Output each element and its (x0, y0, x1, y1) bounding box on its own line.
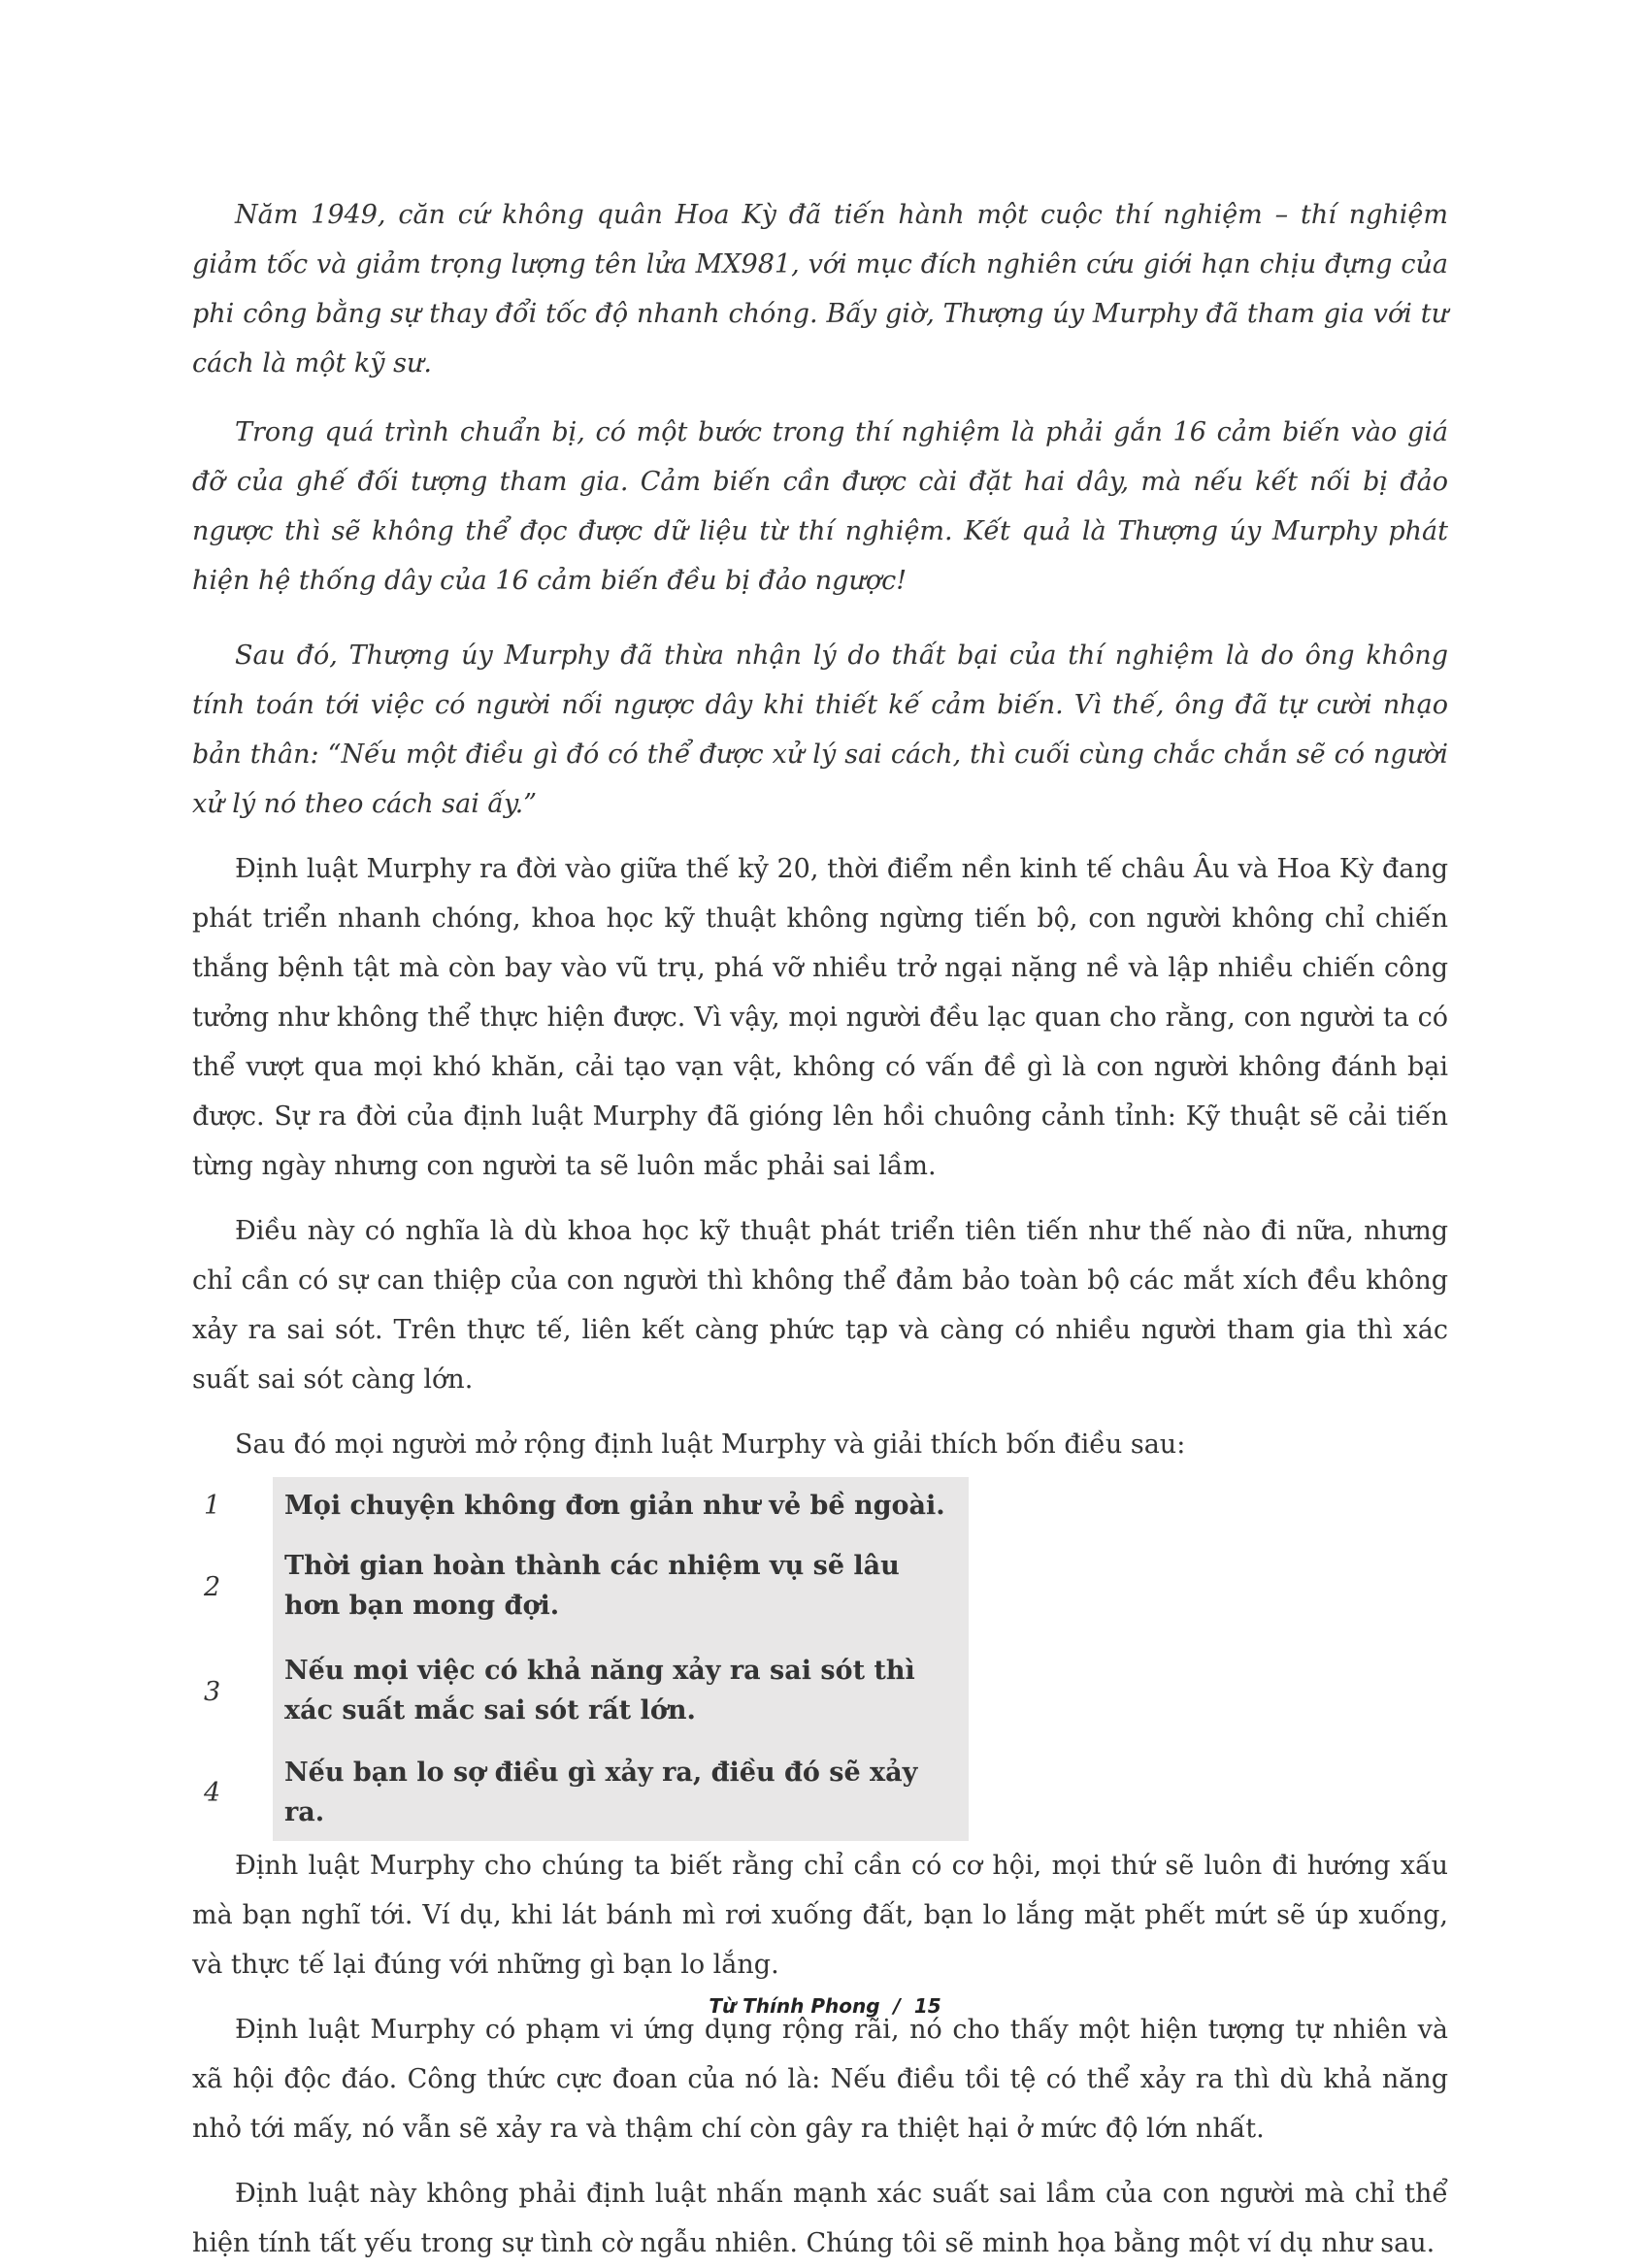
paragraph-intro-3: Sau đó, Thượng úy Murphy đã thừa nhận lý do thất bại của thí nghiệm là do ông không tính toán tới việc có người nối ngược dây khi thiết kế cảm biến. Vì thế, ông đã tự cười nhạo bản thân: “Nếu một điều gì đó có thể được xử lý sai cách, thì cuối cùng chắc chắn sẽ có người xử lý nó theo cách sai ấy.” (192, 641, 1448, 819)
paragraph-body-1: Định luật Murphy ra đời vào giữa thế kỷ 20, thời điểm nền kinh tế châu Âu và Hoa Kỳ đang phát triển nhanh chóng, khoa học kỹ thuật không ngừng tiến bộ, con người không chỉ chiến thắng bệnh tật mà còn bay vào vũ trụ, phá vỡ nhiều trở ngại nặng nề và lập nhiều chiến công tưởng như không thể thực hiện được. Vì vậy, mọi người đều lạc quan cho rằng, con người ta có thể vượt qua mọi khó khăn, cải tạo vạn vật, không có vấn đề gì là con người không đánh bại được. Sự ra đời của định luật Murphy đã gióng lên hồi chuông cảnh tỉnh: Kỹ thuật sẽ cải tiến từng ngày nhưng con người ta sẽ luôn mắc phải sai lầm. (192, 854, 1448, 1181)
list-item-text: Mọi chuyện không đơn giản như vẻ bề ngoài. (270, 1477, 969, 1534)
paragraph-after-1: Định luật Murphy cho chúng ta biết rằng chỉ cần có cơ hội, mọi thứ sẽ luôn đi hướng xấu mà bạn nghĩ tới. Ví dụ, khi lát bánh mì rơi xuống đất, bạn lo lắng mặt phết mứt sẽ úp xuống, và thực tế lại đúng với những gì bạn lo lắng. (192, 1851, 1448, 1980)
list-item-text: Thời gian hoàn thành các nhiệm vụ sẽ lâu hơn bạn mong đợi. (270, 1534, 969, 1639)
list-item-number: 4 (204, 1777, 221, 1808)
list-item-number: 3 (204, 1676, 221, 1707)
paragraph-body-2: Điều này có nghĩa là dù khoa học kỹ thuật phát triển tiên tiến như thế nào đi nữa, nhưng chỉ cần có sự can thiệp của con người thì không thể đảm bảo toàn bộ các mắt xích đều không xảy ra sai sót. Trên thực tế, liên kết càng phức tạp và càng có nhiều người tham gia thì xác suất sai sót càng lớn. (192, 1216, 1448, 1395)
list-item (192, 1477, 969, 1534)
list-item (192, 1744, 969, 1841)
page-number: 15 (913, 1994, 941, 2018)
list-item (192, 1534, 969, 1639)
murphy-rules-list (192, 1477, 969, 1841)
list-item-number: 2 (204, 1571, 221, 1602)
footer-author: Từ Thính Phong (709, 1994, 880, 2018)
footer-separator: / (893, 1994, 901, 2018)
paragraph-after-3: Định luật này không phải định luật nhấn mạnh xác suất sai lầm của con người mà chỉ thể hiện tính tất yếu trong sự tình cờ ngẫu nhiên. Chúng tôi sẽ minh họa bằng một ví dụ như sau. (192, 2179, 1448, 2258)
paragraph-body-3: Sau đó mọi người mở rộng định luật Murphy và giải thích bốn điều sau: (235, 1430, 1186, 1460)
list-item-number: 1 (204, 1491, 221, 1521)
list-item-text: Nếu bạn lo sợ điều gì xảy ra, điều đó sẽ xảy ra. (270, 1744, 969, 1841)
page-body (192, 190, 1448, 2268)
list-item-text: Nếu mọi việc có khả năng xảy ra sai sót thì xác suất mắc sai sót rất lớn. (270, 1639, 969, 1744)
paragraph-after-2: Định luật Murphy có phạm vi ứng dụng rộng rãi, nó cho thấy một hiện tượng tự nhiên và xã hội độc đáo. Công thức cực đoan của nó là: Nếu điều tồi tệ có thể xảy ra thì dù khả năng nhỏ tới mấy, nó vẫn sẽ xảy ra và thậm chí còn gây ra thiệt hại ở mức độ lớn nhất. (192, 2015, 1448, 2144)
paragraph-intro-2: Trong quá trình chuẩn bị, có một bước trong thí nghiệm là phải gắn 16 cảm biến vào giá đỡ của ghế đối tượng tham gia. Cảm biến cần được cài đặt hai dây, mà nếu kết nối bị đảo ngược thì sẽ không thể đọc được dữ liệu từ thí nghiệm. Kết quả là Thượng úy Murphy phát hiện hệ thống dây của 16 cảm biến đều bị đảo ngược! (192, 417, 1448, 596)
page-footer (0, 1994, 1650, 2018)
paragraph-intro-1: Năm 1949, căn cứ không quân Hoa Kỳ đã tiến hành một cuộc thí nghiệm – thí nghiệm giảm tốc và giảm trọng lượng tên lửa MX981, với mục đích nghiên cứu giới hạn chịu đựng của phi công bằng sự thay đổi tốc độ nhanh chóng. Bấy giờ, Thượng úy Murphy đã tham gia với tư cách là một kỹ sư. (192, 200, 1448, 378)
list-item (192, 1639, 969, 1744)
